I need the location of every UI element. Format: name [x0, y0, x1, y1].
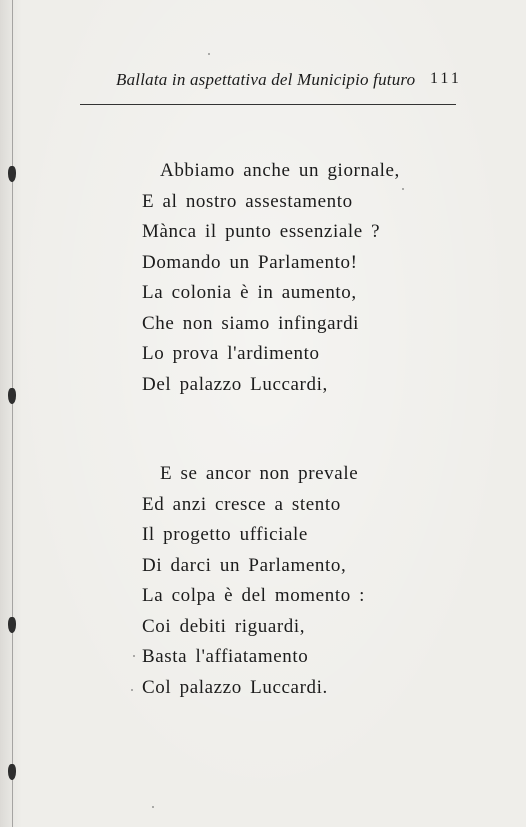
verse-line: E se ancor non prevale: [160, 463, 359, 484]
verse-line: Ed anzi cresce a stento: [142, 493, 341, 515]
verse-line: Col palazzo Luccardi.: [142, 676, 328, 698]
stanza-1: [142, 156, 400, 400]
running-head-title: Ballata in aspettativa del Municipio futuro: [116, 70, 416, 89]
verse-line: Il progetto ufficiale: [142, 524, 308, 545]
verse-line: Del palazzo Luccardi,: [142, 373, 328, 395]
verse-line: Basta l'affiatamento: [142, 646, 309, 667]
binding-thread-mark: [8, 764, 16, 780]
paper-speck: [208, 53, 210, 55]
page-number: 111: [430, 70, 462, 87]
verse-line: La colonia è in aumento,: [142, 282, 357, 303]
verse-line: Che non siamo infingardi: [142, 312, 360, 334]
verse-line: Di darci un Parlamento,: [142, 554, 347, 576]
paper-speck: [133, 655, 135, 657]
verse-line: E al nostro assestamento: [142, 190, 353, 212]
verse-line: Domando un Parlamento!: [142, 251, 358, 273]
stanza-2: [142, 459, 365, 703]
verse-line: Abbiamo anche un giornale,: [160, 160, 400, 181]
paper-speck: [131, 689, 133, 691]
paper-speck: [152, 806, 154, 808]
header-rule: [80, 104, 456, 105]
verse-line: Mànca il punto essenziale ?: [142, 221, 381, 242]
paper-speck: [402, 188, 404, 190]
verse-line: Lo prova l'ardimento: [142, 343, 320, 364]
binding-thread-mark: [8, 166, 16, 182]
running-head: [112, 66, 462, 92]
verse-line: Coi debiti riguardi,: [142, 615, 306, 637]
binding-edge-line: [12, 0, 13, 827]
binding-shadow: [0, 0, 22, 827]
binding-thread-mark: [8, 388, 16, 404]
binding-thread-mark: [8, 617, 16, 633]
verse-line: La colpa è del momento :: [142, 585, 366, 606]
